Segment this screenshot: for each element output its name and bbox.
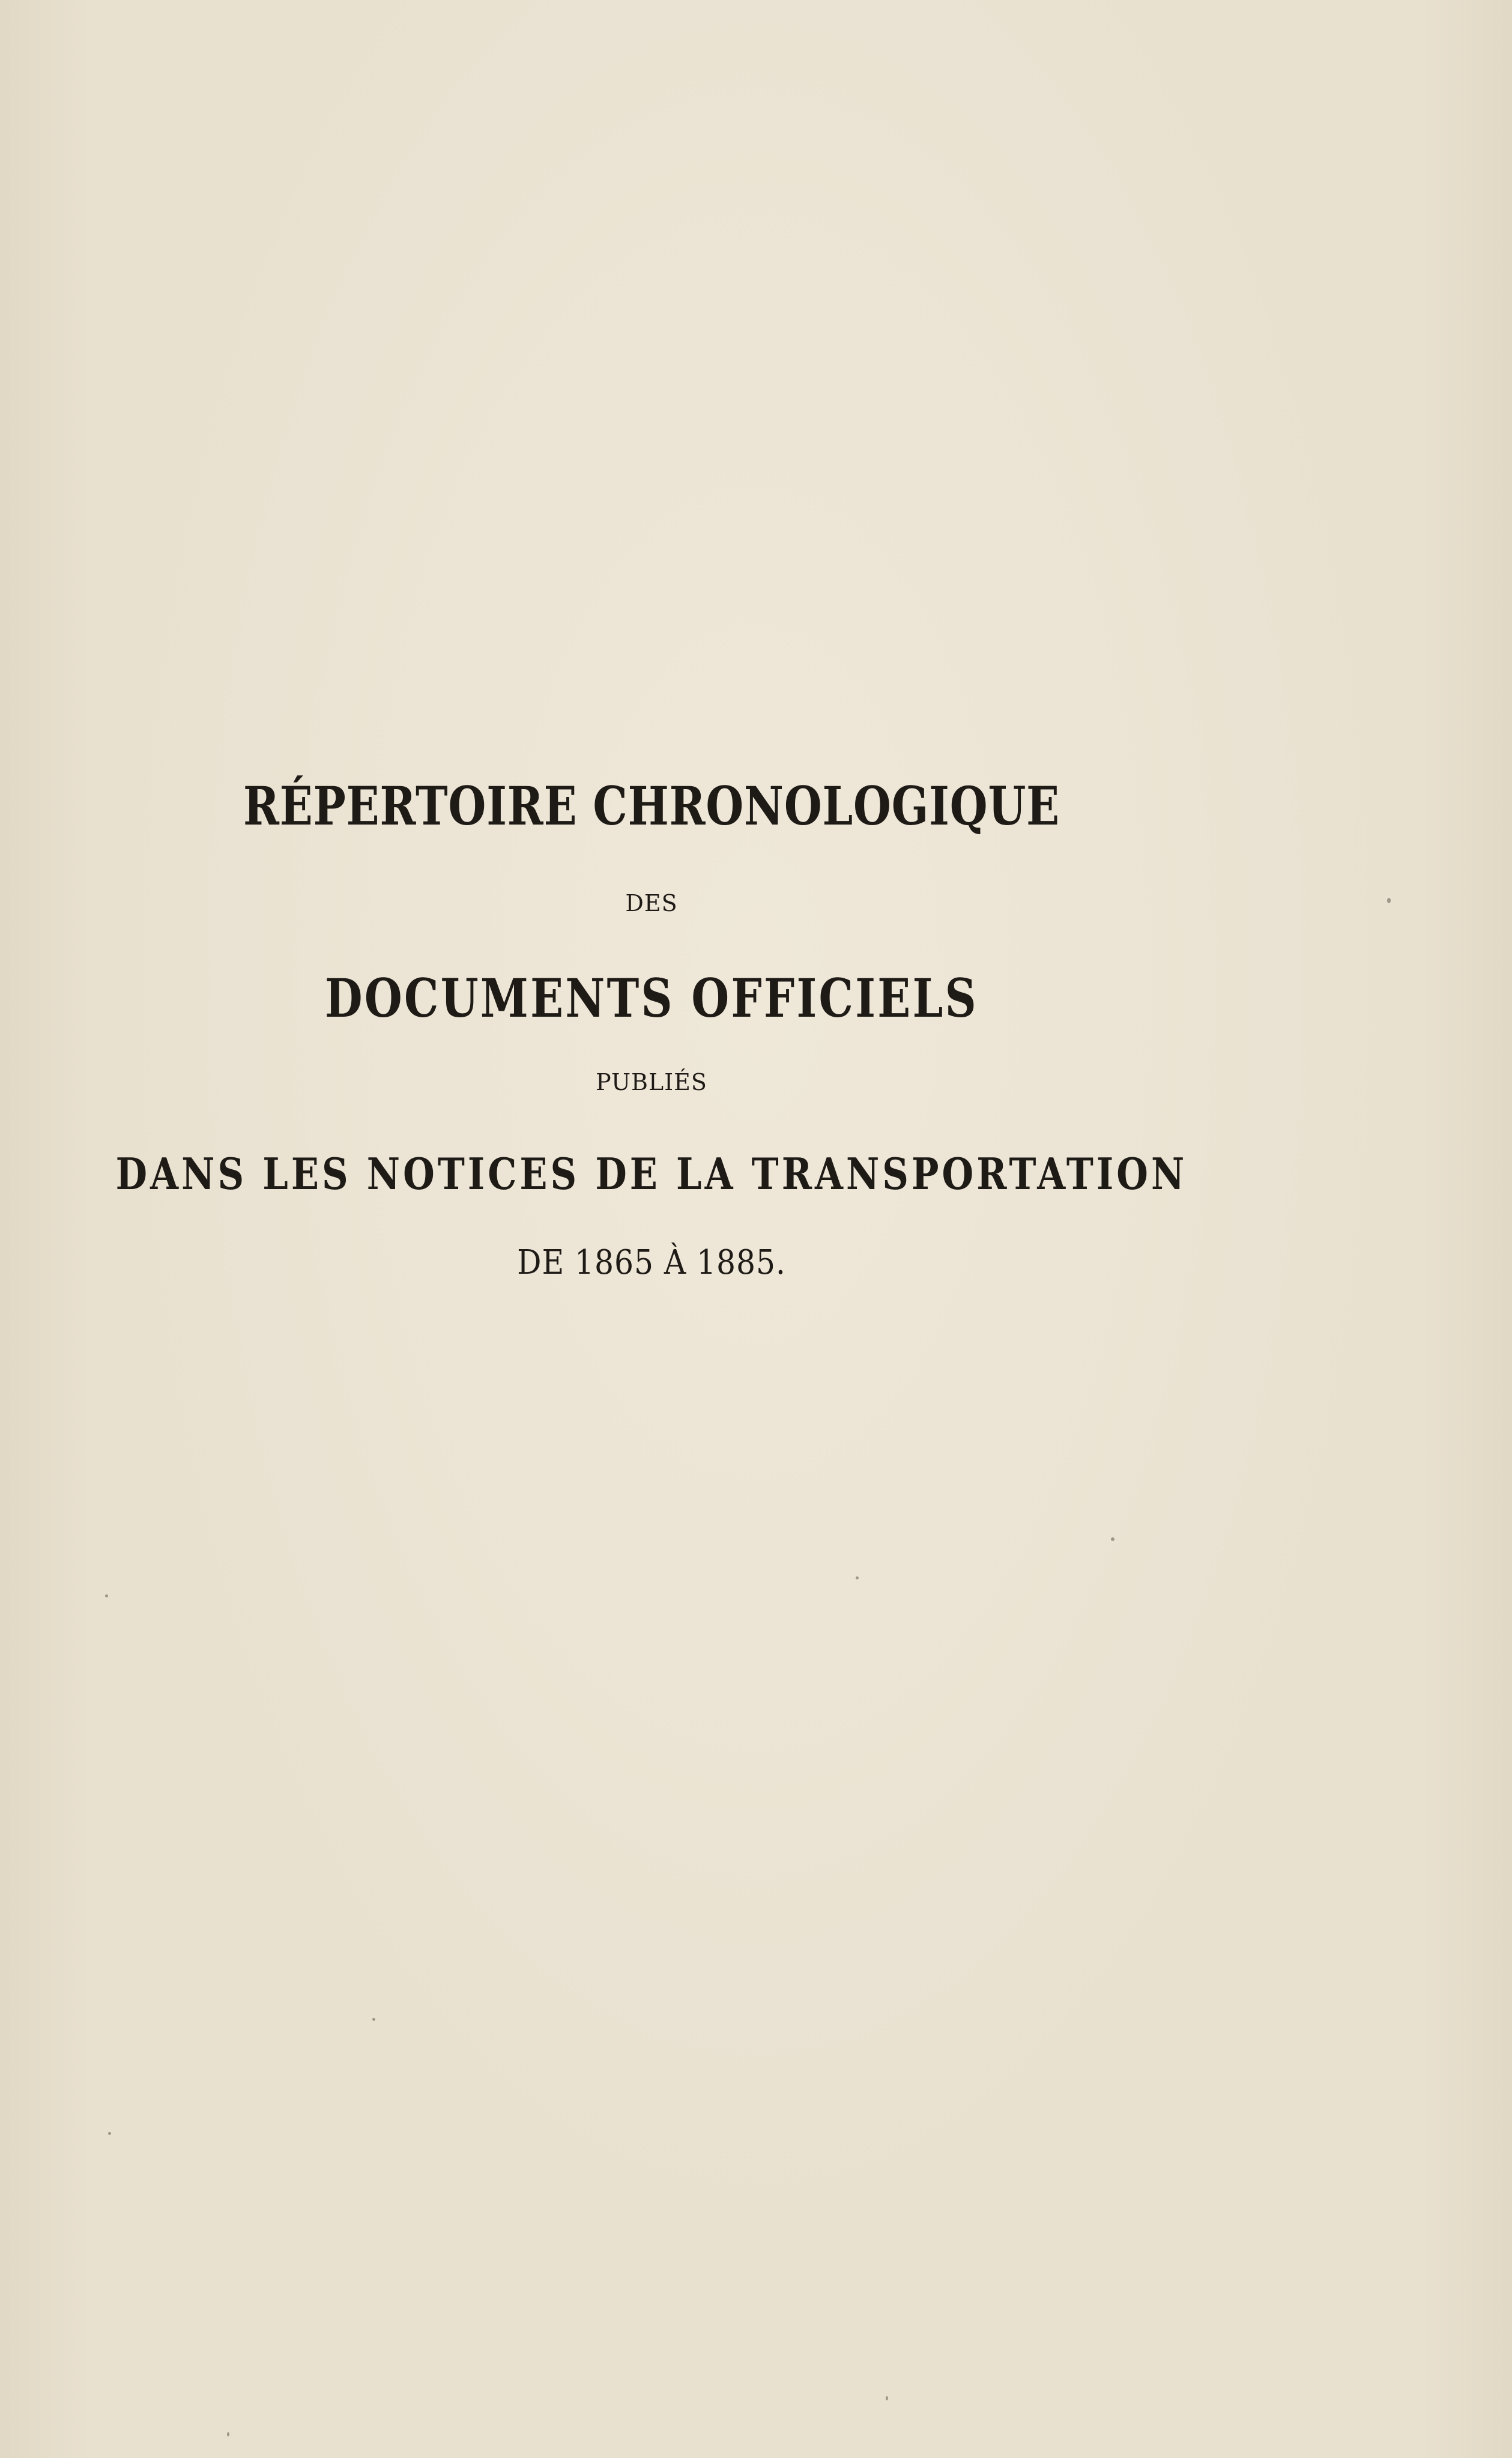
publication-source: DANS LES NOTICES DE LA TRANSPORTATION <box>115 1148 1188 1199</box>
paper-speck <box>108 2132 111 2135</box>
paper-speck <box>856 1576 859 1579</box>
paper-speck <box>1111 1537 1114 1541</box>
title-connector-publies: PUBLIÉS <box>596 1069 707 1095</box>
paper-speck <box>886 2396 888 2400</box>
paper-speck <box>105 1594 108 1597</box>
paper-speck <box>372 2018 375 2021</box>
subject-heading: DOCUMENTS OFFICIELS <box>324 967 978 1029</box>
paper-speck <box>227 2432 229 2436</box>
page-title: RÉPERTOIRE CHRONOLOGIQUE <box>243 775 1060 837</box>
title-connector-des: DES <box>625 890 678 916</box>
date-range: DE 1865 À 1885. <box>517 1243 786 1282</box>
paper-speck <box>1387 898 1391 903</box>
